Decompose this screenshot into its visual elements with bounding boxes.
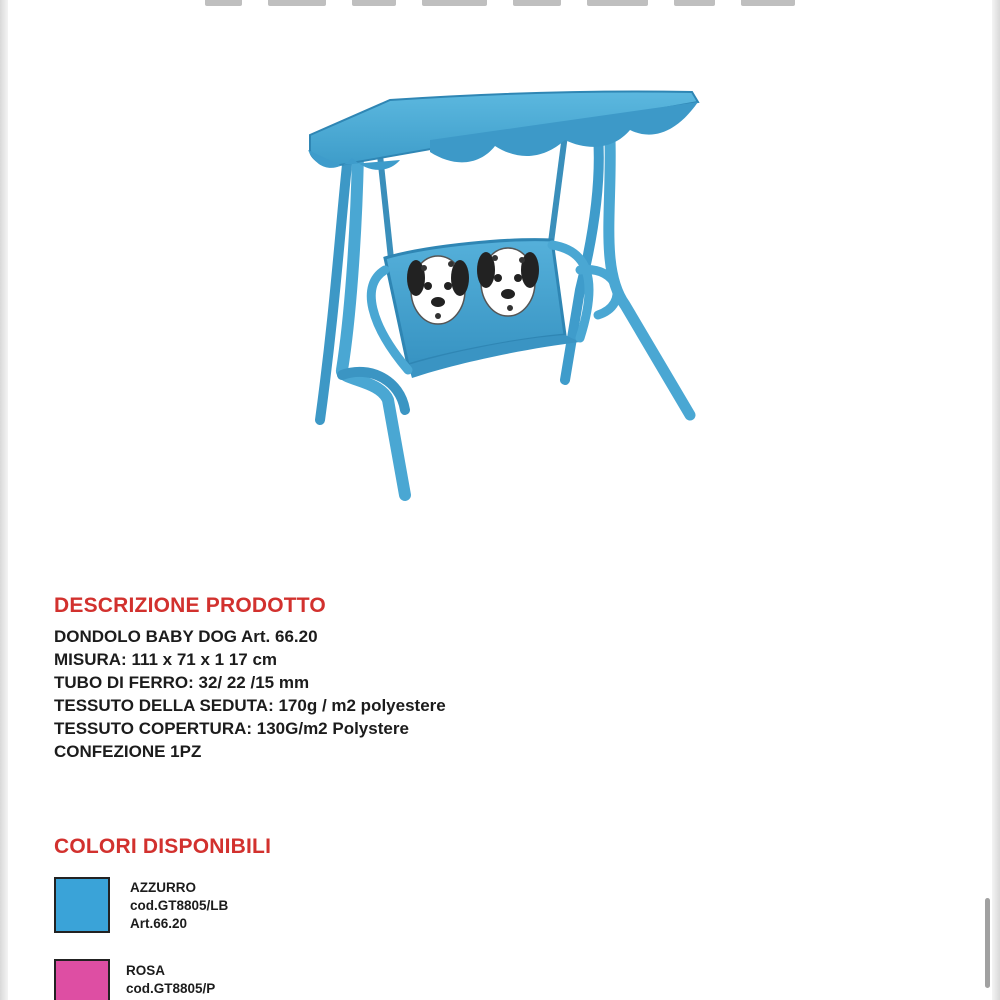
description-line: DONDOLO BABY DOG Art. 66.20	[54, 627, 318, 646]
color-swatch-azzurro	[54, 877, 110, 933]
color-code: cod.GT8805/P	[126, 981, 216, 996]
color-swatch-rosa	[54, 959, 110, 1000]
color-name: ROSA	[126, 963, 166, 978]
cropped-heading-remnant	[205, 0, 795, 6]
description-line: TESSUTO DELLA SEDUTA: 170g / m2 polyestere	[54, 696, 446, 715]
description-line: CONFEZIONE 1PZ	[54, 742, 202, 761]
color-info-azzurro	[130, 879, 228, 933]
description-list	[54, 625, 446, 763]
description-line: TESSUTO COPERTURA: 130G/m2 Polystere	[54, 719, 409, 738]
product-image-swing	[280, 80, 710, 510]
description-title: DESCRIZIONE PRODOTTO	[54, 594, 326, 617]
color-code: cod.GT8805/LB	[130, 898, 229, 913]
color-name: AZZURRO	[130, 880, 196, 895]
description-line: TUBO DI FERRO: 32/ 22 /15 mm	[54, 673, 310, 692]
page-border-right	[992, 0, 1000, 1000]
color-art: Art.66.20	[130, 916, 188, 931]
page-border-left	[0, 0, 8, 1000]
description-line: MISURA: 111 x 71 x 1 17 cm	[54, 650, 278, 669]
scrollbar-thumb[interactable]	[985, 898, 990, 988]
colors-title: COLORI DISPONIBILI	[54, 835, 272, 858]
color-info-rosa	[126, 962, 215, 998]
